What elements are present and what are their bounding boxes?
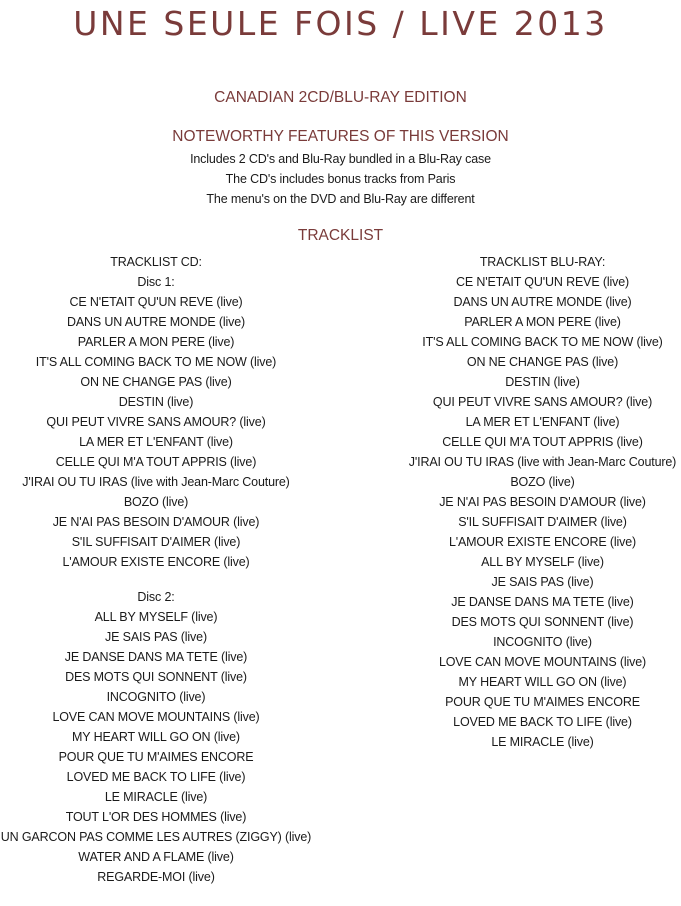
track-item: LOVE CAN MOVE MOUNTAINS (live) [438, 655, 647, 669]
bluray-tracklist-heading: TRACKLIST BLU-RAY: [479, 255, 606, 269]
disc-spacer [0, 572, 312, 587]
track-item: MY HEART WILL GO ON (live) [458, 675, 627, 689]
track-item: POUR QUE TU M'AIMES ENCORE [445, 695, 640, 709]
bluray-tracklist [404, 272, 681, 752]
track-item: L'AMOUR EXISTE ENCORE (live) [62, 555, 250, 569]
track-item: JE N'AI PAS BESOIN D'AMOUR (live) [52, 515, 260, 529]
track-item: LOVE CAN MOVE MOUNTAINS (live) [52, 710, 260, 724]
feature-item: The CD's includes bonus tracks from Paris [225, 172, 456, 186]
track-item: QUI PEUT VIVRE SANS AMOUR? (live) [46, 415, 266, 429]
track-item: IT'S ALL COMING BACK TO ME NOW (live) [35, 355, 277, 369]
track-item: TOUT L'OR DES HOMMES (live) [65, 810, 247, 824]
track-item: LA MER ET L'ENFANT (live) [465, 415, 620, 429]
track-item: INCOGNITO (live) [493, 635, 592, 649]
track-item: REGARDE-MOI (live) [97, 870, 215, 884]
disc2-tracklist [0, 607, 312, 887]
track-item: UN GARCON PAS COMME LES AUTRES (ZIGGY) (live) [0, 830, 312, 844]
track-item: ON NE CHANGE PAS (live) [466, 355, 619, 369]
track-item: DES MOTS QUI SONNENT (live) [65, 670, 247, 684]
track-item: PARLER A MON PERE (live) [464, 315, 621, 329]
track-item: S'IL SUFFISAIT D'AIMER (live) [71, 535, 241, 549]
features-heading: NOTEWORTHY FEATURES OF THIS VERSION [172, 128, 509, 145]
cd-tracklist-column [0, 252, 312, 887]
bluray-tracklist-column [404, 252, 681, 752]
track-item: LOVED ME BACK TO LIFE (live) [453, 715, 632, 729]
disc1-tracklist [0, 292, 312, 572]
track-item: LE MIRACLE (live) [491, 735, 594, 749]
track-item: BOZO (live) [123, 495, 189, 509]
track-item: WATER AND A FLAME (live) [78, 850, 234, 864]
track-item: JE SAIS PAS (live) [105, 630, 207, 644]
track-item: DANS UN AUTRE MONDE (live) [66, 315, 246, 329]
track-item: LOVED ME BACK TO LIFE (live) [66, 770, 246, 784]
track-item: JE DANSE DANS MA TETE (live) [64, 650, 248, 664]
track-item: L'AMOUR EXISTE ENCORE (live) [448, 535, 637, 549]
track-item: DES MOTS QUI SONNENT (live) [451, 615, 634, 629]
track-item: JE SAIS PAS (live) [491, 575, 594, 589]
track-item: CE N'ETAIT QU'UN REVE (live) [69, 295, 243, 309]
track-item: JE DANSE DANS MA TETE (live) [451, 595, 634, 609]
track-item: DANS UN AUTRE MONDE (live) [453, 295, 632, 309]
track-item: J'IRAI OU TU IRAS (live with Jean-Marc Couture) [408, 455, 677, 469]
track-item: S'IL SUFFISAIT D'AIMER (live) [458, 515, 627, 529]
track-item: LA MER ET L'ENFANT (live) [79, 435, 233, 449]
track-item: MY HEART WILL GO ON (live) [72, 730, 240, 744]
track-item: LE MIRACLE (live) [104, 790, 208, 804]
cd-tracklist-heading: TRACKLIST CD: [110, 255, 202, 269]
track-item: ON NE CHANGE PAS (live) [80, 375, 232, 389]
feature-item: Includes 2 CD's and Blu-Ray bundled in a Blu-Ray case [190, 152, 491, 166]
track-item: ALL BY MYSELF (live) [94, 610, 218, 624]
track-item: BOZO (live) [510, 475, 575, 489]
track-item: DESTIN (live) [118, 395, 194, 409]
track-item: ALL BY MYSELF (live) [481, 555, 604, 569]
page-title: UNE SEULE FOIS / LIVE 2013 [73, 4, 608, 43]
track-item: CELLE QUI M'A TOUT APPRIS (live) [55, 455, 257, 469]
disc1-label: Disc 1: [137, 275, 175, 289]
track-item: JE N'AI PAS BESOIN D'AMOUR (live) [439, 495, 646, 509]
track-item: INCOGNITO (live) [106, 690, 206, 704]
track-item: QUI PEUT VIVRE SANS AMOUR? (live) [432, 395, 653, 409]
track-item: PARLER A MON PERE (live) [77, 335, 235, 349]
track-item: CE N'ETAIT QU'UN REVE (live) [455, 275, 630, 289]
edition-heading: CANADIAN 2CD/BLU-RAY EDITION [214, 89, 467, 106]
track-item: IT'S ALL COMING BACK TO ME NOW (live) [422, 335, 663, 349]
feature-item: The menu's on the DVD and Blu-Ray are different [206, 192, 475, 206]
track-item: J'IRAI OU TU IRAS (live with Jean-Marc Couture) [22, 475, 290, 489]
track-item: DESTIN (live) [505, 375, 580, 389]
features-list [0, 149, 681, 209]
disc2-label: Disc 2: [137, 590, 175, 604]
tracklist-heading: TRACKLIST [297, 227, 384, 244]
track-item: POUR QUE TU M'AIMES ENCORE [58, 750, 254, 764]
track-item: CELLE QUI M'A TOUT APPRIS (live) [442, 435, 643, 449]
